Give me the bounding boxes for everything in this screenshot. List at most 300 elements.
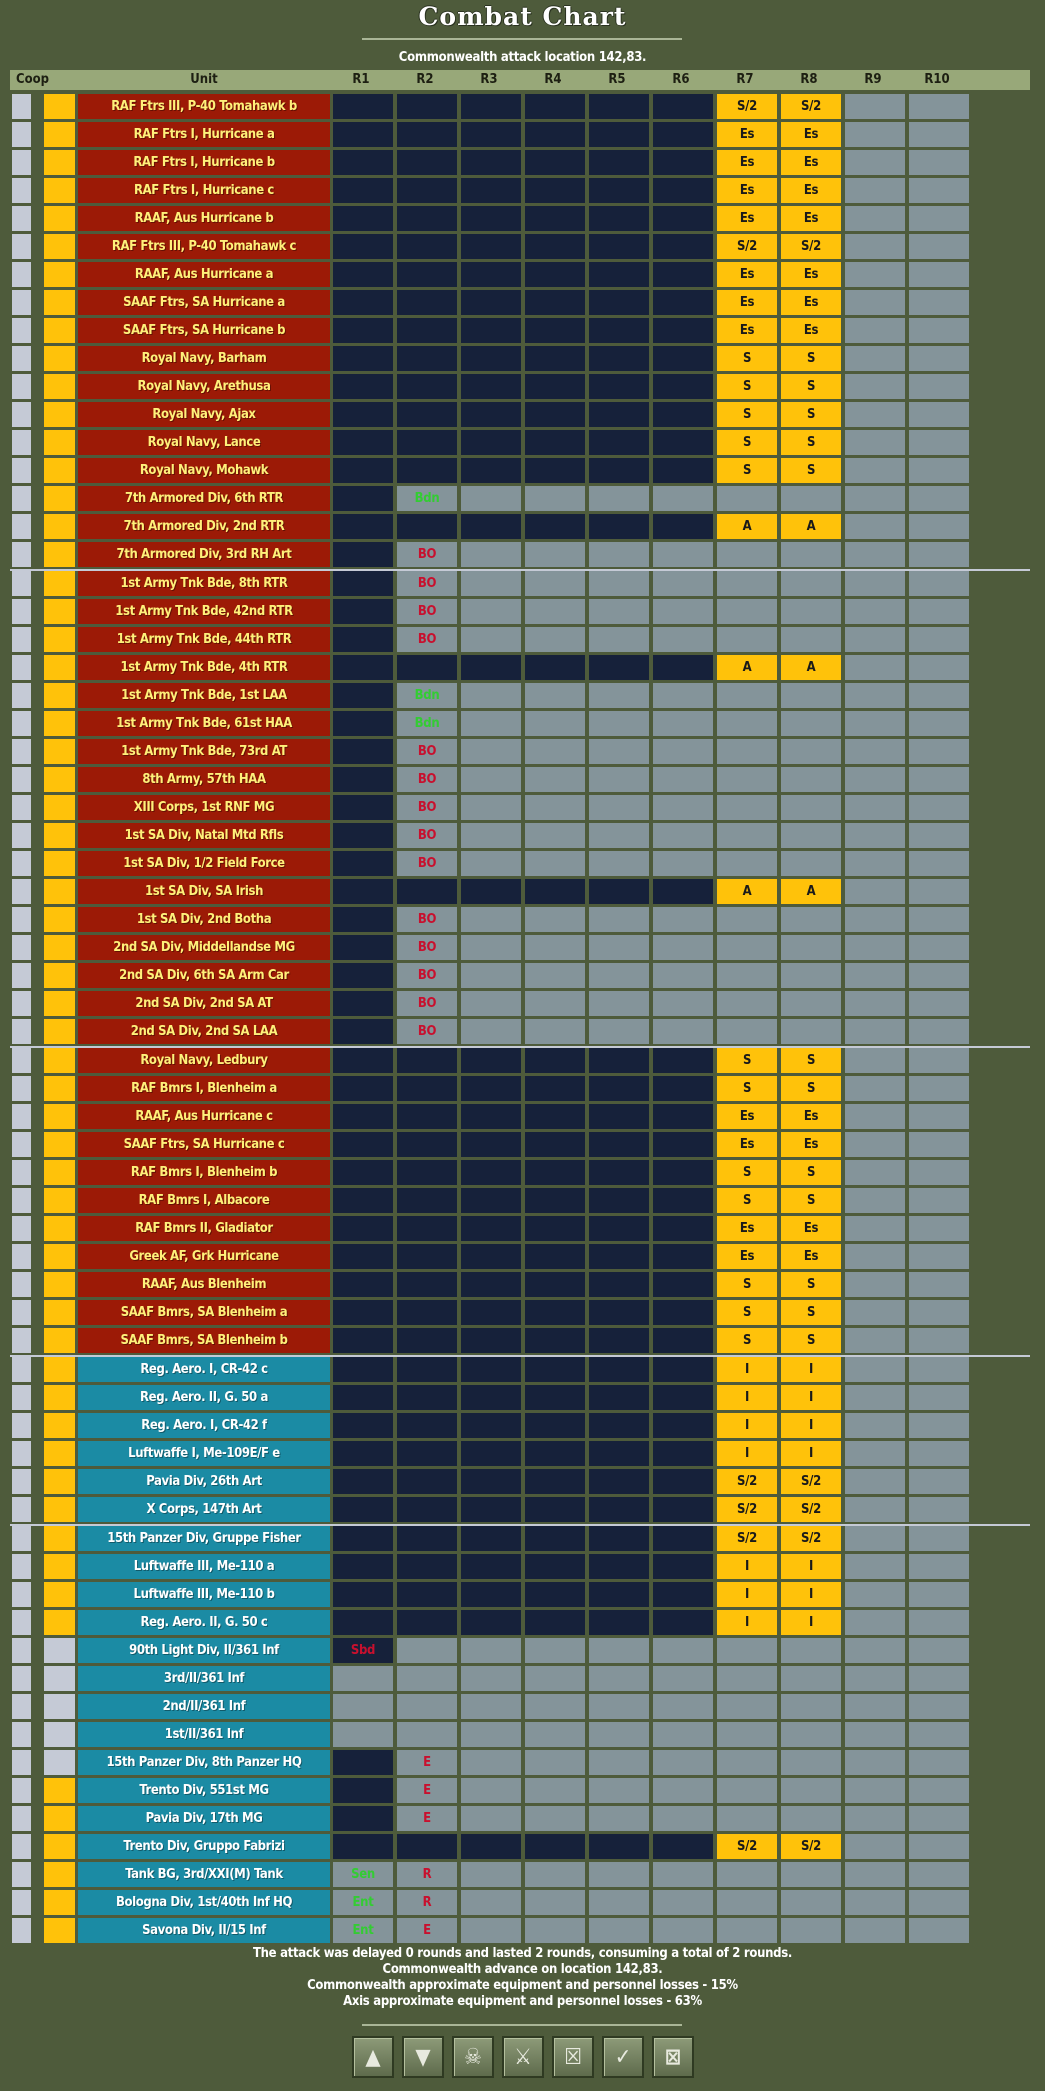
round-cell-r2: [397, 514, 457, 539]
coop-toggle[interactable]: [44, 1272, 75, 1297]
round-cell-r7: [717, 935, 777, 960]
coop-toggle[interactable]: [44, 823, 75, 848]
table-row[interactable]: [0, 1357, 1045, 1382]
unit-name[interactable]: RAAF, Aus Hurricane a: [78, 262, 330, 287]
round-cell-r2: [397, 1385, 457, 1410]
table-row[interactable]: [0, 1441, 1045, 1466]
unit-name[interactable]: 15th Panzer Div, Gruppe Fisher: [78, 1526, 330, 1551]
table-row[interactable]: [0, 486, 1045, 511]
round-cell-r1: [333, 1554, 393, 1579]
unit-name[interactable]: Royal Navy, Barham: [78, 346, 330, 371]
round-cell-r1: [333, 1582, 393, 1607]
coop-cell: [12, 1160, 31, 1185]
round-cell-r8: S/2: [781, 1469, 841, 1494]
unit-name[interactable]: 1st Army Tnk Bde, 4th RTR: [78, 655, 330, 680]
sword-skull-button[interactable]: [502, 2036, 544, 2078]
coop-toggle[interactable]: [44, 1104, 75, 1129]
coop-toggle[interactable]: [44, 991, 75, 1016]
coop-toggle[interactable]: [44, 1076, 75, 1101]
unit-name[interactable]: Reg. Aero. II, G. 50 c: [78, 1610, 330, 1635]
unit-name[interactable]: Tank BG, 3rd/XXI(M) Tank: [78, 1862, 330, 1887]
unit-name[interactable]: 1st Army Tnk Bde, 73rd AT: [78, 739, 330, 764]
table-row[interactable]: [0, 94, 1045, 119]
table-row[interactable]: [0, 206, 1045, 231]
table-row[interactable]: [0, 1188, 1045, 1213]
unit-name[interactable]: RAF Bmrs I, Blenheim b: [78, 1160, 330, 1185]
coop-toggle[interactable]: [44, 514, 75, 539]
table-row[interactable]: [0, 542, 1045, 567]
coop-toggle[interactable]: [44, 1188, 75, 1213]
coop-toggle[interactable]: [44, 458, 75, 483]
coop-toggle[interactable]: [44, 290, 75, 315]
round-cell-r6: [653, 851, 713, 876]
unit-name[interactable]: 7th Armored Div, 2nd RTR: [78, 514, 330, 539]
table-row[interactable]: [0, 1638, 1045, 1663]
round-cell-r6: [653, 711, 713, 736]
coop-toggle[interactable]: [44, 1328, 75, 1353]
round-cell-r6: [653, 122, 713, 147]
table-row[interactable]: [0, 1722, 1045, 1747]
table-row[interactable]: [0, 1750, 1045, 1775]
coop-toggle[interactable]: [44, 1385, 75, 1410]
unit-name[interactable]: 1st SA Div, 1/2 Field Force: [78, 851, 330, 876]
table-row[interactable]: [0, 991, 1045, 1016]
coop-toggle[interactable]: [44, 571, 75, 596]
round-cell-r2: [397, 1244, 457, 1269]
round-cell-r7: A: [717, 879, 777, 904]
unit-name[interactable]: 1st SA Div, 2nd Botha: [78, 907, 330, 932]
unit-name[interactable]: Savona Div, II/15 Inf: [78, 1918, 330, 1943]
round-cell-r6: [653, 542, 713, 567]
round-cell-r2: BO: [397, 935, 457, 960]
shield-skull-icon: ☠: [464, 2044, 482, 2070]
unit-name[interactable]: RAF Bmrs II, Gladiator: [78, 1216, 330, 1241]
table-row[interactable]: [0, 935, 1045, 960]
round-cell-r1: Ent: [333, 1890, 393, 1915]
round-cell-r2: [397, 1638, 457, 1663]
coop-cell: [12, 402, 31, 427]
table-row[interactable]: [0, 767, 1045, 792]
round-cell-r1: [333, 206, 393, 231]
table-row[interactable]: [0, 1385, 1045, 1410]
coop-toggle[interactable]: [44, 430, 75, 455]
round-cell-r7: [717, 599, 777, 624]
round-cell-r8: [781, 1890, 841, 1915]
round-cell-r9: [845, 1244, 905, 1269]
coop-toggle[interactable]: [44, 1666, 75, 1691]
table-row[interactable]: [0, 963, 1045, 988]
round-cell-r10: [909, 655, 969, 680]
round-cell-r7: [717, 851, 777, 876]
round-cell-r7: S: [717, 1328, 777, 1353]
confirm-button[interactable]: [602, 2036, 644, 2078]
table-row[interactable]: [0, 1048, 1045, 1073]
round-cell-r9: [845, 1638, 905, 1663]
coop-toggle[interactable]: [44, 1554, 75, 1579]
coop-toggle[interactable]: [44, 1048, 75, 1073]
round-cell-r9: [845, 290, 905, 315]
coop-toggle[interactable]: [44, 1918, 75, 1943]
round-cell-r8: Es: [781, 262, 841, 287]
table-row[interactable]: [0, 1497, 1045, 1522]
table-row[interactable]: [0, 823, 1045, 848]
unit-name[interactable]: Royal Navy, Ledbury: [78, 1048, 330, 1073]
round-cell-r1: [333, 1048, 393, 1073]
table-row[interactable]: [0, 318, 1045, 343]
table-row[interactable]: [0, 851, 1045, 876]
unit-name[interactable]: X Corps, 147th Art: [78, 1497, 330, 1522]
table-row[interactable]: [0, 1666, 1045, 1691]
round-cell-r8: [781, 1638, 841, 1663]
table-row[interactable]: [0, 1582, 1045, 1607]
coop-toggle[interactable]: [44, 1890, 75, 1915]
table-row[interactable]: [0, 1862, 1045, 1887]
unit-name[interactable]: RAF Ftrs I, Hurricane c: [78, 178, 330, 203]
round-cell-r3: [461, 430, 521, 455]
round-cell-r4: [525, 486, 585, 511]
round-cell-r3: [461, 739, 521, 764]
coop-toggle[interactable]: [44, 178, 75, 203]
coop-cell: [12, 1638, 31, 1663]
table-row[interactable]: [0, 290, 1045, 315]
coop-toggle[interactable]: [44, 150, 75, 175]
table-row[interactable]: [0, 1328, 1045, 1353]
unit-name[interactable]: Trento Div, 551st MG: [78, 1778, 330, 1803]
unit-name[interactable]: 2nd SA Div, Middellandse MG: [78, 935, 330, 960]
table-row[interactable]: [0, 1019, 1045, 1044]
table-row[interactable]: [0, 599, 1045, 624]
coop-toggle[interactable]: [44, 346, 75, 371]
round-cell-r1: [333, 823, 393, 848]
coop-toggle[interactable]: [44, 1497, 75, 1522]
coop-toggle[interactable]: [44, 1357, 75, 1382]
coop-toggle[interactable]: [44, 402, 75, 427]
unit-name[interactable]: RAF Ftrs III, P-40 Tomahawk b: [78, 94, 330, 119]
round-cell-r4: [525, 1834, 585, 1859]
round-cell-r5: [589, 599, 649, 624]
round-cell-r6: [653, 1160, 713, 1185]
table-row[interactable]: [0, 1244, 1045, 1269]
scroll-down-button[interactable]: [402, 2036, 444, 2078]
unit-name[interactable]: Greek AF, Grk Hurricane: [78, 1244, 330, 1269]
unit-name[interactable]: Trento Div, Gruppo Fabrizi: [78, 1834, 330, 1859]
coop-toggle[interactable]: [44, 1300, 75, 1325]
unit-name[interactable]: Luftwaffe III, Me-110 a: [78, 1554, 330, 1579]
round-cell-r9: [845, 1526, 905, 1551]
unit-name[interactable]: Reg. Aero. II, G. 50 a: [78, 1385, 330, 1410]
table-row[interactable]: [0, 1554, 1045, 1579]
unit-name[interactable]: Luftwaffe III, Me-110 b: [78, 1582, 330, 1607]
coop-toggle[interactable]: [44, 963, 75, 988]
round-cell-r10: [909, 290, 969, 315]
coop-toggle[interactable]: [44, 1750, 75, 1775]
table-row[interactable]: [0, 1778, 1045, 1803]
table-row[interactable]: [0, 178, 1045, 203]
unit-name[interactable]: 1st SA Div, Natal Mtd Rfls: [78, 823, 330, 848]
coop-toggle[interactable]: [44, 1413, 75, 1438]
round-cell-r4: [525, 318, 585, 343]
scroll-up-button[interactable]: [352, 2036, 394, 2078]
round-cell-r9: [845, 1104, 905, 1129]
unit-name[interactable]: RAF Ftrs I, Hurricane b: [78, 150, 330, 175]
unit-name[interactable]: 90th Light Div, II/361 Inf: [78, 1638, 330, 1663]
coop-toggle[interactable]: [44, 683, 75, 708]
round-cell-r9: [845, 514, 905, 539]
coop-toggle[interactable]: [44, 739, 75, 764]
round-cell-r2: R: [397, 1862, 457, 1887]
round-cell-r10: [909, 1554, 969, 1579]
round-cell-r1: [333, 1694, 393, 1719]
unit-name[interactable]: RAAF, Aus Hurricane b: [78, 206, 330, 231]
unit-name[interactable]: 1st Army Tnk Bde, 44th RTR: [78, 627, 330, 652]
table-row[interactable]: [0, 402, 1045, 427]
unit-name[interactable]: Bologna Div, 1st/40th Inf HQ: [78, 1890, 330, 1915]
table-row[interactable]: [0, 739, 1045, 764]
coop-toggle[interactable]: [44, 1216, 75, 1241]
unit-name[interactable]: Pavia Div, 26th Art: [78, 1469, 330, 1494]
unit-name[interactable]: Reg. Aero. I, CR-42 f: [78, 1413, 330, 1438]
round-cell-r2: BO: [397, 1019, 457, 1044]
coop-toggle[interactable]: [44, 262, 75, 287]
round-cell-r10: [909, 318, 969, 343]
unit-name[interactable]: 15th Panzer Div, 8th Panzer HQ: [78, 1750, 330, 1775]
unit-name[interactable]: RAF Bmrs I, Albacore: [78, 1188, 330, 1213]
coop-toggle[interactable]: [44, 1834, 75, 1859]
unit-name[interactable]: RAF Ftrs I, Hurricane a: [78, 122, 330, 147]
round-cell-r1: [333, 1778, 393, 1803]
coop-toggle[interactable]: [44, 767, 75, 792]
unit-name[interactable]: 1st Army Tnk Bde, 1st LAA: [78, 683, 330, 708]
round-cell-r8: Es: [781, 318, 841, 343]
round-cell-r10: [909, 739, 969, 764]
unit-name[interactable]: 1st Army Tnk Bde, 8th RTR: [78, 571, 330, 596]
round-cell-r9: [845, 178, 905, 203]
round-cell-r4: [525, 402, 585, 427]
coop-toggle[interactable]: [44, 94, 75, 119]
table-row[interactable]: [0, 1300, 1045, 1325]
unit-name[interactable]: 7th Armored Div, 3rd RH Art: [78, 542, 330, 567]
unit-name[interactable]: SAAF Ftrs, SA Hurricane c: [78, 1132, 330, 1157]
coop-toggle[interactable]: [44, 1638, 75, 1663]
coop-toggle[interactable]: [44, 206, 75, 231]
coop-toggle[interactable]: [44, 1244, 75, 1269]
round-cell-r8: I: [781, 1385, 841, 1410]
coop-toggle[interactable]: [44, 907, 75, 932]
unit-name[interactable]: Royal Navy, Ajax: [78, 402, 330, 427]
unit-name[interactable]: 3rd/II/361 Inf: [78, 1666, 330, 1691]
cancel-map-button[interactable]: [652, 2036, 694, 2078]
coop-cell: [12, 739, 31, 764]
coop-toggle[interactable]: [44, 122, 75, 147]
table-row[interactable]: [0, 1160, 1045, 1185]
shield-skull-button[interactable]: [452, 2036, 494, 2078]
coop-toggle[interactable]: [44, 627, 75, 652]
table-row[interactable]: [0, 571, 1045, 596]
unit-name[interactable]: RAF Ftrs III, P-40 Tomahawk c: [78, 234, 330, 259]
table-row[interactable]: [0, 1694, 1045, 1719]
round-cell-r10: [909, 767, 969, 792]
coop-toggle[interactable]: [44, 1019, 75, 1044]
round-cell-r9: [845, 1918, 905, 1943]
round-cell-r1: [333, 346, 393, 371]
coop-toggle[interactable]: [44, 935, 75, 960]
round-cell-r7: I: [717, 1385, 777, 1410]
coop-toggle[interactable]: [44, 1722, 75, 1747]
unit-name[interactable]: 7th Armored Div, 6th RTR: [78, 486, 330, 511]
unit-name[interactable]: 1st SA Div, SA Irish: [78, 879, 330, 904]
coop-toggle[interactable]: [44, 1132, 75, 1157]
coop-toggle[interactable]: [44, 711, 75, 736]
table-row[interactable]: [0, 262, 1045, 287]
coop-toggle[interactable]: [44, 374, 75, 399]
coop-toggle[interactable]: [44, 318, 75, 343]
unit-name[interactable]: SAAF Ftrs, SA Hurricane a: [78, 290, 330, 315]
table-row[interactable]: [0, 1526, 1045, 1551]
coop-toggle[interactable]: [44, 655, 75, 680]
table-row[interactable]: [0, 458, 1045, 483]
coop-toggle[interactable]: [44, 1526, 75, 1551]
round-cell-r2: [397, 94, 457, 119]
unit-name[interactable]: 2nd SA Div, 6th SA Arm Car: [78, 963, 330, 988]
table-row[interactable]: [0, 1132, 1045, 1157]
round-cell-r10: [909, 1216, 969, 1241]
unit-name[interactable]: 8th Army, 57th HAA: [78, 767, 330, 792]
round-cell-r10: [909, 458, 969, 483]
unit-name[interactable]: 1st/II/361 Inf: [78, 1722, 330, 1747]
round-cell-r5: [589, 150, 649, 175]
crossed-skull-button[interactable]: [552, 2036, 594, 2078]
unit-name[interactable]: Royal Navy, Lance: [78, 430, 330, 455]
coop-toggle[interactable]: [44, 1610, 75, 1635]
unit-name[interactable]: SAAF Ftrs, SA Hurricane b: [78, 318, 330, 343]
round-cell-r3: [461, 1526, 521, 1551]
round-cell-r4: [525, 1666, 585, 1691]
coop-toggle[interactable]: [44, 486, 75, 511]
unit-name[interactable]: Luftwaffe I, Me-109E/F e: [78, 1441, 330, 1466]
coop-cell: [12, 991, 31, 1016]
round-cell-r2: [397, 1722, 457, 1747]
table-row[interactable]: [0, 1272, 1045, 1297]
table-row[interactable]: [0, 430, 1045, 455]
round-cell-r9: [845, 627, 905, 652]
unit-name[interactable]: Royal Navy, Arethusa: [78, 374, 330, 399]
coop-toggle[interactable]: [44, 542, 75, 567]
round-cell-r8: Es: [781, 206, 841, 231]
unit-name[interactable]: SAAF Bmrs, SA Blenheim b: [78, 1328, 330, 1353]
table-row[interactable]: [0, 711, 1045, 736]
coop-toggle[interactable]: [44, 1582, 75, 1607]
unit-name[interactable]: 2nd SA Div, 2nd SA LAA: [78, 1019, 330, 1044]
coop-toggle[interactable]: [44, 879, 75, 904]
table-row[interactable]: [0, 1469, 1045, 1494]
table-row[interactable]: [0, 1890, 1045, 1915]
unit-name[interactable]: 2nd SA Div, 2nd SA AT: [78, 991, 330, 1016]
table-row[interactable]: [0, 1918, 1045, 1943]
table-row[interactable]: [0, 1834, 1045, 1859]
unit-name[interactable]: RAAF, Aus Hurricane c: [78, 1104, 330, 1129]
round-cell-r4: [525, 1076, 585, 1101]
round-cell-r6: [653, 739, 713, 764]
table-row[interactable]: [0, 795, 1045, 820]
round-cell-r1: [333, 1244, 393, 1269]
round-cell-r9: [845, 1441, 905, 1466]
coop-toggle[interactable]: [44, 1778, 75, 1803]
unit-name[interactable]: XIII Corps, 1st RNF MG: [78, 795, 330, 820]
coop-toggle[interactable]: [44, 1694, 75, 1719]
coop-toggle[interactable]: [44, 1441, 75, 1466]
coop-toggle[interactable]: [44, 234, 75, 259]
round-cell-r7: [717, 1666, 777, 1691]
table-row[interactable]: [0, 374, 1045, 399]
coop-toggle[interactable]: [44, 1469, 75, 1494]
coop-cell: [12, 1076, 31, 1101]
table-row[interactable]: [0, 627, 1045, 652]
table-row[interactable]: [0, 683, 1045, 708]
round-cell-r7: S: [717, 1300, 777, 1325]
round-cell-r10: [909, 94, 969, 119]
coop-toggle[interactable]: [44, 795, 75, 820]
coop-toggle[interactable]: [44, 1806, 75, 1831]
round-cell-r3: [461, 1554, 521, 1579]
coop-toggle[interactable]: [44, 1160, 75, 1185]
round-cell-r3: [461, 907, 521, 932]
coop-cell: [12, 1357, 31, 1382]
table-row[interactable]: [0, 346, 1045, 371]
table-row[interactable]: [0, 122, 1045, 147]
coop-cell: [12, 1554, 31, 1579]
unit-name[interactable]: Royal Navy, Mohawk: [78, 458, 330, 483]
table-row[interactable]: [0, 907, 1045, 932]
unit-name[interactable]: SAAF Bmrs, SA Blenheim a: [78, 1300, 330, 1325]
unit-name[interactable]: RAF Bmrs I, Blenheim a: [78, 1076, 330, 1101]
round-cell-r2: BO: [397, 739, 457, 764]
unit-name[interactable]: Reg. Aero. I, CR-42 c: [78, 1357, 330, 1382]
round-cell-r10: [909, 683, 969, 708]
round-cell-r1: [333, 1441, 393, 1466]
table-row[interactable]: [0, 1413, 1045, 1438]
table-row[interactable]: [0, 150, 1045, 175]
table-row[interactable]: [0, 1216, 1045, 1241]
round-cell-r3: [461, 122, 521, 147]
round-cell-r8: S: [781, 1328, 841, 1353]
unit-name[interactable]: RAAF, Aus Blenheim: [78, 1272, 330, 1297]
coop-toggle[interactable]: [44, 1862, 75, 1887]
round-cell-r8: S: [781, 1272, 841, 1297]
unit-name[interactable]: 1st Army Tnk Bde, 61st HAA: [78, 711, 330, 736]
up-arrow-icon: ▲: [365, 2044, 381, 2070]
table-row[interactable]: [0, 234, 1045, 259]
round-cell-r2: [397, 346, 457, 371]
unit-name[interactable]: 2nd/II/361 Inf: [78, 1694, 330, 1719]
unit-name[interactable]: Pavia Div, 17th MG: [78, 1806, 330, 1831]
table-row[interactable]: [0, 1104, 1045, 1129]
table-row[interactable]: [0, 1610, 1045, 1635]
coop-toggle[interactable]: [44, 599, 75, 624]
coop-cell: [12, 1862, 31, 1887]
table-row[interactable]: [0, 655, 1045, 680]
round-cell-r4: [525, 1582, 585, 1607]
table-row[interactable]: [0, 1076, 1045, 1101]
table-row[interactable]: [0, 879, 1045, 904]
table-row[interactable]: [0, 1806, 1045, 1831]
unit-name[interactable]: 1st Army Tnk Bde, 42nd RTR: [78, 599, 330, 624]
round-cell-r8: S: [781, 1188, 841, 1213]
round-cell-r6: [653, 178, 713, 203]
coop-toggle[interactable]: [44, 851, 75, 876]
round-cell-r7: [717, 1722, 777, 1747]
round-cell-r4: [525, 879, 585, 904]
table-row[interactable]: [0, 514, 1045, 539]
